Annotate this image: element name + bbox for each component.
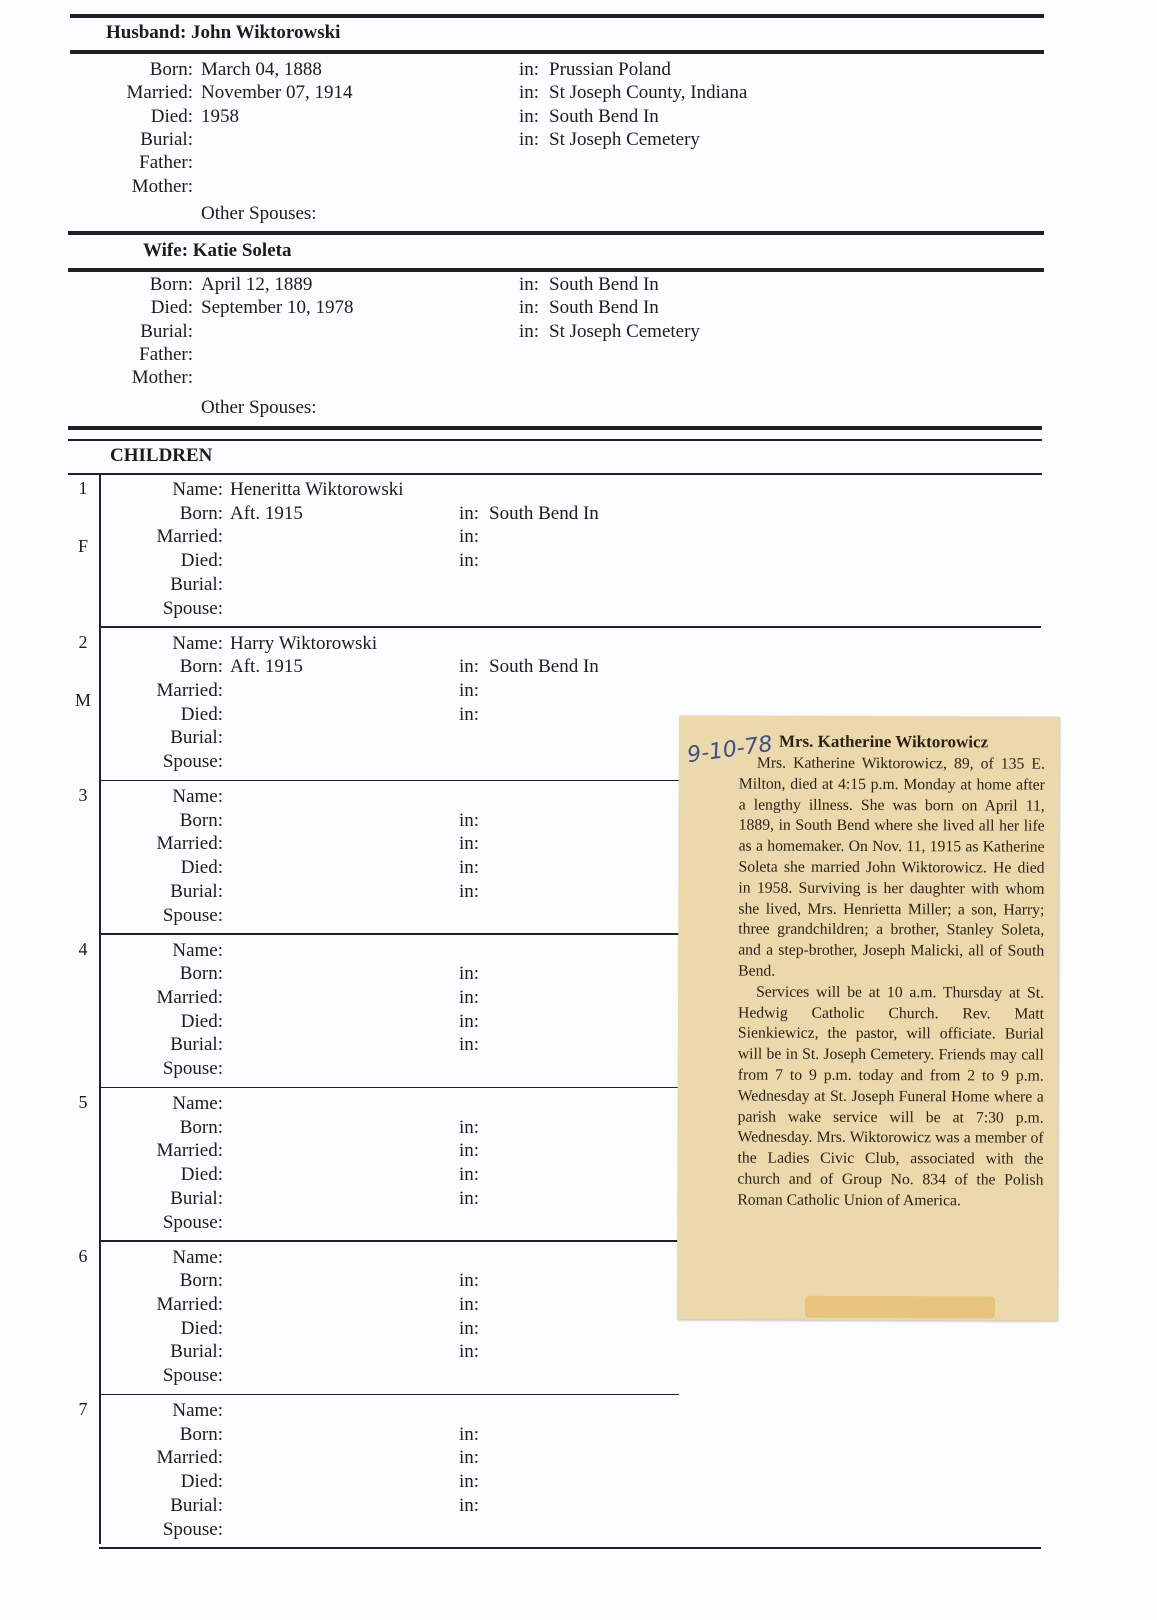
wife-row-label: Burial: (140, 320, 193, 342)
child-sex: M (74, 689, 91, 710)
child-in-label: in: (459, 703, 480, 725)
wife-bottom-rule (68, 268, 1044, 272)
child-sex: F (77, 536, 88, 556)
children-heading-rule (68, 473, 1042, 475)
handwritten-date: 9-10-78 (685, 731, 775, 769)
child-label: Born: (179, 656, 223, 678)
husband-bottom-rule (70, 50, 1044, 54)
child-label: Born: (179, 963, 223, 985)
child-label: Name: (172, 479, 223, 500)
husband-row-in-label: in: (519, 128, 540, 150)
obituary-title: Mrs. Katherine Wiktorowicz (778, 731, 989, 752)
child-label: Died: (180, 703, 223, 725)
child-separator-rule (99, 1394, 679, 1396)
husband-row-label: Burial: (140, 128, 193, 150)
child-label: Burial: (170, 573, 223, 595)
husband-row-in-label: in: (519, 105, 540, 127)
child-label: Burial: (170, 1494, 223, 1516)
wife-other-spouses: Other Spouses: (201, 397, 317, 418)
child-label: Married: (156, 986, 223, 1008)
child-in-label: in: (459, 526, 480, 548)
wife-row-place: South Bend In (549, 274, 659, 295)
husband-row-label: Died: (150, 105, 193, 127)
wife-row-in-label: in: (519, 320, 540, 342)
child-label: Name: (172, 1246, 223, 1268)
husband-row-label: Born: (149, 59, 193, 80)
child-born: Aft. 1915 (230, 502, 303, 524)
husband-row-place: South Bend In (549, 105, 659, 127)
child-separator-rule (99, 1240, 679, 1242)
husband-row-place: St Joseph County, Indiana (549, 82, 748, 104)
child-in-label: in: (459, 1187, 480, 1209)
wife-row-in-label: in: (519, 297, 540, 319)
husband-row-value: November 07, 1914 (201, 82, 353, 104)
child-in-label: in: (459, 1140, 480, 1162)
child-label: Spouse: (162, 1365, 223, 1386)
child-number: 5 (78, 1092, 88, 1112)
wife-row-value: April 12, 1889 (201, 274, 313, 295)
obituary-paragraph-1: Mrs. Katherine Wiktorowicz, 89, of 135 E. Milton, died at 4:15 p.m. Monday at home after a lengthy illness. She was born on April 11, 1889, in South Bend where she lived all her life as a homemaker. On Nov. 11, 1915 as Katherine Soleta she married John Wiktorowicz. He died in 1958. Surviving is her daughter with whom she lived, Mrs. Henrietta Miller; a son, Harry; three grandchildren; a brother, Stanley Soleta, and a step-brother, Joseph Malicki, all of South Bend. (738, 754, 1045, 980)
child-in-label: in: (459, 1423, 480, 1445)
child-number: 6 (78, 1245, 88, 1266)
child-in-label: in: (459, 656, 480, 678)
children-top-rule (68, 426, 1042, 430)
wife-row-label: Mother: (131, 367, 193, 389)
child-separator-rule (99, 780, 679, 782)
child-label: Married: (156, 679, 223, 701)
child-label: Married: (156, 526, 223, 548)
child-label: Burial: (170, 1034, 223, 1056)
husband-heading (106, 22, 340, 44)
wife-heading (143, 240, 291, 262)
wife-top-rule (68, 231, 1044, 235)
husband-row-value: 1958 (201, 105, 239, 127)
obituary-paragraph-2: Services will be at 10 a.m. Thursday at St. Hedwig Catholic Church. Rev. Matt Sienkiewicz, the pastor, will officiate. Burial will be in St. Joseph Cemetery. Friends may call from 7 to 9 p.m. today and from 2 to 9 p.m. Wednesday at St. Joseph Funeral Home where a parish wake service will be at 7:30 p.m. Wednesday. Mrs. Wiktorowicz was a member of the Ladies Civic Club, associated with the church and of Group No. 834 of the Polish Roman Catholic Union of America. (737, 983, 1045, 1210)
husband-row-in-label: in: (519, 82, 540, 104)
child-in-label: in: (459, 1034, 480, 1056)
child-in-label: in: (459, 679, 480, 701)
child-separator-rule (99, 1547, 1041, 1549)
husband-top-rule (70, 14, 1044, 18)
husband-row-label: Mother: (131, 175, 193, 197)
wife-row-place: South Bend In (549, 297, 659, 319)
child-in-label: in: (459, 1317, 480, 1339)
wife-heading-label: Wife: (143, 240, 189, 261)
child-number: 1 (78, 478, 88, 498)
child-in-label: in: (459, 1270, 480, 1292)
child-label: Born: (179, 502, 223, 524)
child-in-label: in: (459, 986, 480, 1008)
obituary-body (737, 754, 1045, 1213)
child-label: Burial: (170, 1187, 223, 1209)
wife-row-place: St Joseph Cemetery (549, 320, 700, 342)
child-in-label: in: (459, 880, 480, 902)
child-separator-rule (99, 1087, 679, 1089)
child-label: Name: (172, 632, 223, 654)
children-vertical-rule (99, 474, 101, 1544)
child-separator-rule (99, 626, 1041, 628)
child-in-label: in: (459, 1164, 480, 1186)
husband-heading-label: Husband: (106, 22, 187, 43)
wife-row-label: Born: (149, 274, 193, 295)
child-label: Died: (180, 1010, 223, 1032)
child-label: Born: (179, 1423, 223, 1445)
child-in-label: in: (459, 833, 480, 855)
child-label: Died: (180, 1317, 223, 1339)
child-in-label: in: (459, 502, 480, 524)
child-separator-rule (99, 933, 679, 935)
husband-row-value: March 04, 1888 (201, 59, 322, 80)
child-label: Burial: (170, 880, 223, 902)
child-number: 7 (78, 1399, 88, 1419)
child-born-place: South Bend In (489, 656, 599, 678)
child-number: 2 (78, 631, 88, 652)
child-name: Harry Wiktorowski (230, 632, 378, 654)
child-in-label: in: (459, 809, 480, 831)
child-label: Spouse: (162, 751, 223, 772)
child-label: Married: (156, 833, 223, 855)
child-label: Burial: (170, 727, 223, 749)
child-in-label: in: (459, 1010, 480, 1032)
children-heading: CHILDREN (110, 445, 213, 466)
husband-name: John Wiktorowski (191, 22, 341, 43)
wife-row-value: September 10, 1978 (201, 297, 354, 319)
husband-row-place: St Joseph Cemetery (549, 128, 700, 150)
child-in-label: in: (459, 1471, 480, 1493)
husband-row-place: Prussian Poland (549, 59, 671, 80)
husband-row-label: Married: (126, 82, 193, 104)
child-born: Aft. 1915 (230, 656, 303, 678)
child-number: 3 (78, 785, 88, 805)
child-label: Died: (180, 550, 223, 572)
child-in-label: in: (459, 963, 480, 985)
child-label: Married: (156, 1140, 223, 1162)
child-label: Spouse: (162, 597, 223, 619)
husband-row-in-label: in: (519, 59, 540, 80)
child-label: Born: (179, 1270, 223, 1292)
wife-row-in-label: in: (519, 274, 540, 295)
child-label: Name: (172, 939, 223, 961)
child-label: Born: (179, 1116, 223, 1138)
child-label: Died: (180, 1471, 223, 1493)
child-in-label: in: (459, 1116, 480, 1138)
child-in-label: in: (459, 1494, 480, 1516)
child-in-label: in: (459, 550, 480, 572)
child-label: Name: (172, 786, 223, 807)
child-label: Spouse: (162, 904, 223, 926)
child-in-label: in: (459, 1447, 480, 1469)
wife-name: Katie Soleta (192, 240, 292, 261)
child-number: 4 (78, 938, 88, 959)
wife-row-label: Died: (150, 297, 193, 319)
child-label: Died: (180, 1164, 223, 1186)
husband-other-spouses: Other Spouses: (201, 203, 317, 224)
child-label: Burial: (170, 1341, 223, 1363)
child-in-label: in: (459, 1341, 480, 1363)
child-born-place: South Bend In (489, 502, 599, 524)
child-in-label: in: (459, 1293, 480, 1315)
child-label: Born: (179, 809, 223, 831)
child-in-label: in: (459, 857, 480, 879)
child-label: Spouse: (162, 1518, 223, 1540)
wife-row-label: Father: (139, 343, 193, 365)
clipping-stain (805, 1296, 995, 1319)
child-label: Spouse: (162, 1058, 223, 1079)
child-name: Heneritta Wiktorowski (230, 479, 404, 500)
obituary-clipping (677, 715, 1059, 1320)
child-label: Name: (172, 1093, 223, 1114)
child-label: Died: (180, 857, 223, 879)
child-label: Married: (156, 1293, 223, 1315)
child-label: Name: (172, 1400, 223, 1421)
child-label: Spouse: (162, 1211, 223, 1233)
child-label: Married: (156, 1447, 223, 1469)
husband-row-label: Father: (139, 152, 193, 174)
children-top-rule-thin (68, 439, 1042, 441)
